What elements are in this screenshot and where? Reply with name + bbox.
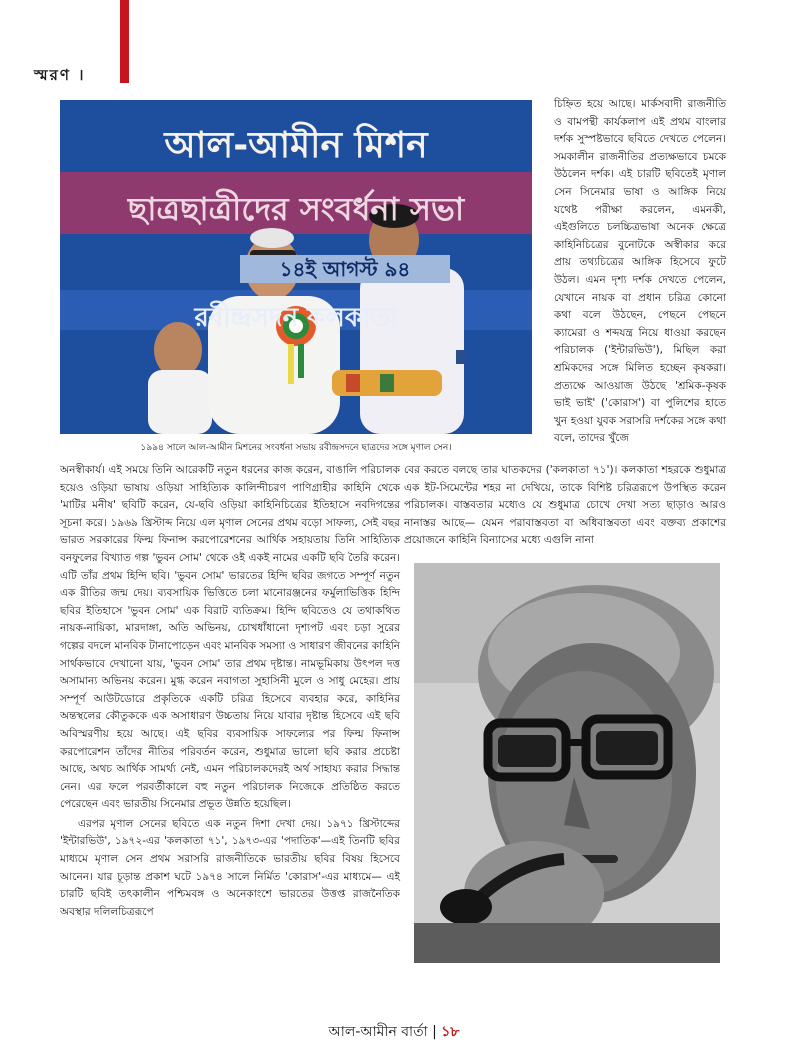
accent-bar [120,0,129,83]
photo-caption: ১৯৯৪ সালে আল-আমীন মিশনের সংবর্ধনা সভায় রবীন্দ্রসদনে ছাত্রদের সঙ্গে মৃণাল সেন। [140,443,452,453]
footer-divider: | [432,1024,437,1040]
continuation-text [404,462,726,550]
section-label: স্মরণ । [34,66,86,84]
ceremony-photo [60,100,532,434]
left-paragraph-2: এরপর মৃণাল সেনের ছবিতে এক নতুন দিশা দেখা দেয়। ১৯৭১ খ্রিস্টাব্দের 'ইন্টারভিউ', ১৯৭২-এর 'কলকাতা ৭১', ১৯৭৩-এর 'পদাতিক'—এই তিনটি ছবির মাধ্যমে মৃণাল সেন প্রথম সরাসরি রাজনীতিকে ভারতীয় ছবির বিষয় হিসেবে আনেন। যার চূড়ান্ত প্রকাশ ঘটে ১৯৭৪ সালে নির্মিত 'কোরাস'-এর মাধ্যমে— এই চারটি ছবিই তৎকালীন পশ্চিমবঙ্গ ও অনেকাংশে ভারতের উত্তপ্ত রাজনৈতিক অবস্থার দলিলচিত্ররূপে [60,817,400,918]
right-column [554,96,726,448]
page-footer [0,1020,788,1044]
left-paragraph-1: অনস্বীকার্য। এই সময়ে তিনি আরেকটি নতুন ধরনের কাজ করেন, বাঙালি পরিচালক হয়েও ওড়িয়া ভাষায় ওড়িয়া সাহিত্যিক কালিন্দীচরণ পাণিগ্রাহীর কাহিনি থেকে 'মাটির মনীষ' ছবিটি করেন, যে-ছবি ওড়িয়া কাহিনিচিত্রের ইতিহাসে নবদিগন্তের সূচনা করে। ১৯৬৯ খ্রিস্টাব্দ নিয়ে এল মৃণাল সেনের প্রথম বড়ো সাফল্য, সেই বছর ভারত সরকারের ফিল্ম ফিনান্স করপোরেশনের আর্থিক সহায়তায় তিনি সাহিত্যিক বনফুলের বিখ্যাত গল্প 'ভুবন সোম' থেকে ওই একই নামের একটি ছবি তৈরি করেন। এটি তাঁর প্রথম হিন্দি ছবি। 'ভুবন সোম' ভারতের হিন্দি ছবির জগতে সম্পূর্ণ নতুন এক রীতির জন্ম দেয়। ব্যবসায়িক ভিত্তিতে চলা মানোরঞ্জনের ফর্মুলাভিত্তিক হিন্দি ছবির ইতিহাসে 'ভুবন সোম' এক বিরাট ব্যতিক্রম। হিন্দি ছবিতেও যে তথাকথিত নায়ক-নায়িকা, মারদাঙ্গা, অতি অভিনয়, চোখধাঁধানো দৃশ্যপট এবং চড়া সুরের গল্পের বদলে মানবিক টানাপোড়েন এবং মানবিক সমস্যা ও সাধারণ জীবনের কাহিনি সার্থকভাবে দেখানো যায়, 'ভুবন সোম' তার প্রথম দৃষ্টান্ত। নামভূমিকায় উৎপল দত্ত অসামান্য অভিনয় করেন। মুগ্ধ করেন নবাগতা সুহাসিনী মুলে ও সাধু মেহের। প্রায় সম্পূর্ণ আউটডোরে প্রকৃতিকে একটি চরিত্র হিসেবে ব্যবহার করে, কাহিনির অন্তস্থলের কৌতুককে এক অসাধারণ উচ্চতায় নিয়ে যাবার দৃষ্টান্ত হিসেবে এই ছবি অবিস্মরণীয় হয়ে আছে। এই ছবির ব্যবসায়িক সাফল্যের পর ফিল্ম ফিনান্স করপোরেশন তাঁদের নীতির পরিবর্তন করেন, শুধুমাত্র ভালো ছবি করার প্রচেষ্টা আছে, অথচ আর্থিক সামর্থ্য নেই, এমন পরিচালকদেরই অর্থ সাহায্য করার সিদ্ধান্ত নেন। এর ফলে পরবর্তীকালে বহু নতুন পরিচালক নিজেকে প্রতিষ্ঠিত করতে পেরেছেন এবং ভারতীয় সিনেমার প্রভূত উন্নতি হয়েছিল। [60,464,400,811]
banner-line-4: রবীন্দ্রসদন কলকাতা [194,303,398,333]
banner-line-1: আল-আমীন মিশন [164,125,428,166]
left-column [60,462,400,923]
continuation-paragraph: বের করতে বলছে তার ঘাতকদের ('কলকাতা ৭১')। কলকাতা শহরকে শুধুমাত্র এক ইট-সিমেন্টের শহর না দেখিয়ে, তাকে বিশিষ্ট চরিত্ররূপে উপস্থিত করেন পরিচালক। বাস্তবতার মধ্যেও যে শুধুমাত্র চোখে দেখা সত্য ছাড়াও আরও নানাস্তর আছে— যেমন পরাবাস্তবতা বা অধিবাস্তবতা এবং বক্তব্য প্রকাশের প্রয়োজনে কাহিনি বিন্যাসের মধ্যে এগুলি নানা [404,464,726,547]
footer-title: আল-আমীন বার্তা [328,1024,428,1040]
portrait-drawing [414,563,720,963]
page-number: ১৮ [441,1024,460,1040]
portrait-photo [414,563,720,963]
banner-line-3: ১৪ই আগস্ট ৯৪ [240,255,450,283]
right-column-paragraph: চিহ্নিত হয়ে আছে। মার্কসবাদী রাজনীতি ও বামপন্থী কার্যকলাপ এই প্রথম বাংলার দর্শক সুস্পষ্টভাবে ছবিতে দেখতে পেলেন। সমকালীন রাজনীতির প্রত্যক্ষভাবে চমকে উঠলেন দর্শক। এই চারটি ছবিতেই মৃণাল সেন সিনেমার ভাষা ও আঙ্গিক নিয়ে যথেষ্ট পরীক্ষা করলেন, এমনকী, এইগুলিতে চলচ্চিত্রভাষা অনেক ক্ষেত্রে কাহিনিচিত্রের বুনোটকে অস্বীকার করে প্রায় তথ্যচিত্রের আঙ্গিক হিসেবে ফুটে উঠল। এমন দৃশ্য দর্শক দেখতে পেলেন, যেখানে নায়ক বা প্রধান চরিত্র কোনো কথা বলে উঠছেন, পেছনে পেছনে ক্যামেরা ও শব্দযন্ত্র নিয়ে ধাওয়া করছেন পরিচালক ('ইন্টারভিউ'), মিছিল করা শ্রমিকদের সঙ্গে মিলিত হচ্ছেন কৃষকরা। প্রত্যক্ষে আওয়াজ উঠছে 'শ্রমিক-কৃষক ভাই ভাই' ('কোরাস') বা পুলিশের হাতে খুন হওয়া যুবক সরাসরি দর্শকের সঙ্গে কথা বলে, তাদের খুঁজে [554,98,726,445]
banner-line-2: ছাত্রছাত্রীদের সংবর্ধনা সভা [127,190,465,228]
